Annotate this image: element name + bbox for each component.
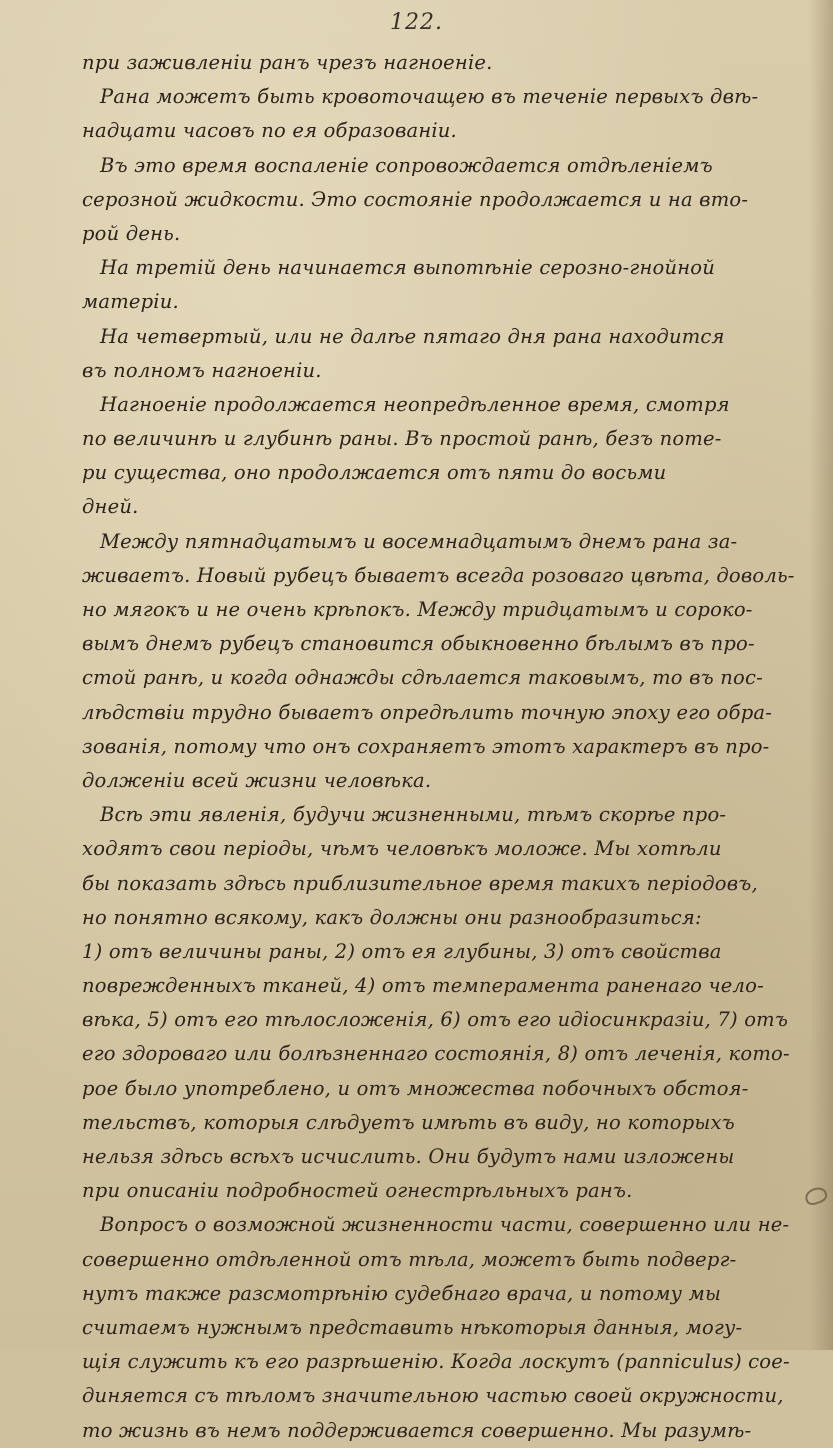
text-line: ходятъ свои перiоды, чѣмъ человѣкъ моложе. Мы хотѣли: [82, 837, 722, 861]
text-line: живаетъ. Новый рубецъ бываетъ всегда розоваго цвѣта, доволь-: [82, 563, 795, 587]
handwritten-text-block: [82, 46, 817, 1448]
text-line: вымъ днемъ рубецъ становится обыкновенно бѣлымъ въ про-: [82, 632, 755, 656]
text-line: но мягокъ и не очень крѣпокъ. Между тридцатымъ и сороко-: [82, 598, 753, 621]
text-line: но понятно всякому, какъ должны они разнообразиться:: [82, 905, 702, 929]
text-line: матерiи.: [82, 290, 179, 314]
text-line: въ полномъ нагноенiи.: [82, 358, 322, 382]
text-line: ри существа, оно продолжается отъ пяти до восьми: [82, 461, 667, 485]
text-line: его здороваго или болѣзненнаго состоянiя, 8) отъ леченiя, кото-: [82, 1042, 790, 1066]
page-number: 122.: [390, 10, 443, 35]
text-line: Нагноенiе продолжается неопредѣленное время, смотря: [100, 392, 730, 416]
text-line: На третiй день начинается выпотѣнiе серозно-гнойной: [100, 256, 715, 280]
text-line: бы показать здѣсь приблизительное время такихъ перiодовъ,: [82, 871, 758, 895]
text-line: по величинѣ и глубинѣ раны. Въ простой ранѣ, безъ поте-: [82, 427, 722, 451]
text-line: поврежденныхъ тканей, 4) отъ темперамента раненаго чело-: [82, 974, 764, 998]
text-line: Всѣ эти явленiя, будучи жизненными, тѣмъ скорѣе про-: [100, 803, 727, 827]
text-line: рой день.: [82, 221, 181, 245]
text-line: нутъ также разсмотрѣнiю судебнаго врача, и потому мы: [82, 1281, 722, 1305]
text-line: лѣдствiи трудно бываетъ опредѣлить точную эпоху его обра-: [82, 700, 772, 724]
text-line: то жизнь въ немъ поддерживается совершенно. Мы разумѣ-: [82, 1418, 752, 1442]
text-line: надцати часовъ по ея образованiи.: [82, 119, 457, 143]
text-line: нельзя здѣсь всѣхъ исчислить. Они будутъ нами изложены: [82, 1145, 735, 1168]
text-line: диняется съ тѣломъ значительною частью своей окружности,: [82, 1384, 784, 1408]
text-line: долженiи всей жизни человѣка.: [82, 768, 432, 792]
text-line: 1) отъ величины раны, 2) отъ ея глубины, 3) отъ свойства: [82, 939, 722, 963]
text-line: На четвертый, или не далѣе пятаго дня рана находится: [100, 324, 725, 348]
text-line: при описанiи подробностей огнестрѣльныхъ ранъ.: [82, 1179, 633, 1203]
text-line: Между пятнадцатымъ и восемнадцатымъ днемъ рана за-: [100, 529, 738, 553]
text-line: при заживленiи ранъ чрезъ нагноенiе.: [82, 51, 493, 74]
text-line: вѣка, 5) отъ его тѣлосложенiя, 6) отъ его идiосинкразiи, 7) отъ: [82, 1008, 789, 1032]
text-line: рое было употреблено, и отъ множества побочныхъ обстоя-: [82, 1076, 749, 1100]
text-line: совершенно отдѣленной отъ тѣла, можетъ быть подверг-: [82, 1247, 737, 1271]
text-line: Рана можетъ быть кровоточащею въ теченiе первыхъ двѣ-: [100, 85, 759, 109]
text-line: тельствъ, которыя слѣдуетъ имѣть въ виду, но которыхъ: [82, 1110, 735, 1134]
text-line: Вопросъ о возможной жизненности части, совершенно или не-: [100, 1213, 790, 1237]
text-line: зованiя, потому что онъ сохраняетъ этотъ характеръ въ про-: [82, 734, 770, 758]
text-line: серозной жидкости. Это состоянiе продолжается и на вто-: [82, 187, 749, 211]
text-line: считаемъ нужнымъ представить нѣкоторыя данныя, могу-: [82, 1315, 743, 1339]
text-line: щiя служить къ его разрѣшенiю. Когда лоскутъ (panniculus) сое-: [82, 1350, 790, 1374]
text-line: стой ранѣ, и когда однажды сдѣлается таковымъ, то въ пос-: [82, 666, 763, 690]
text-line: Въ это время воспаленiе сопровождается отдѣленiемъ: [100, 153, 713, 177]
text-line: дней.: [82, 495, 139, 519]
